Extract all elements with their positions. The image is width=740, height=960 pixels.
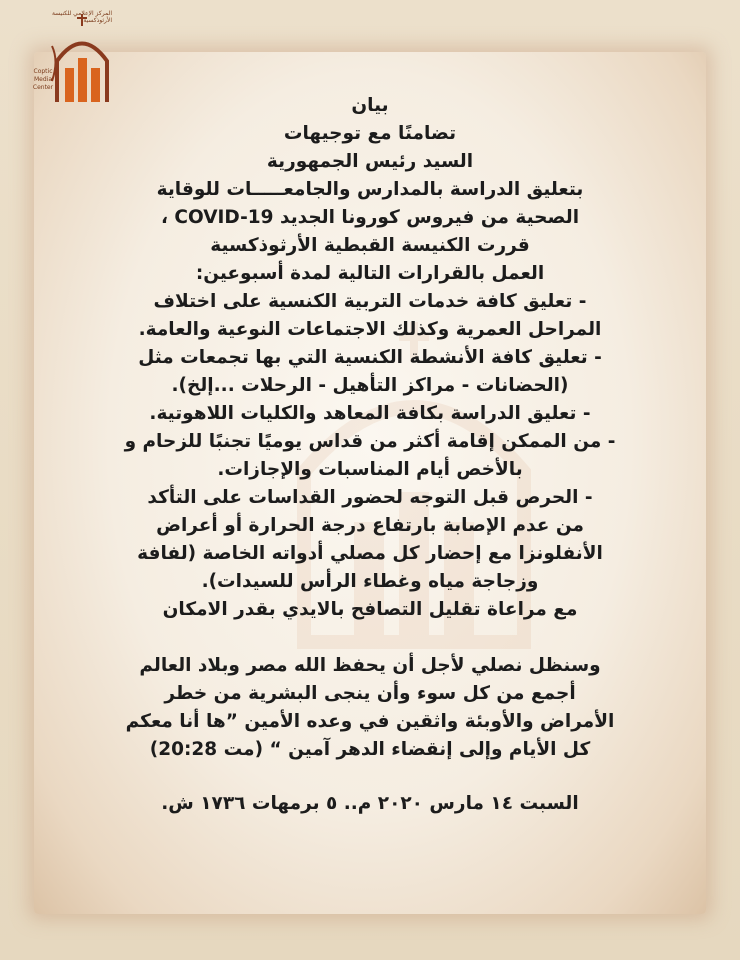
- logo-caption-line: Center: [32, 84, 54, 91]
- decision-line: من عدم الإصابة بارتفاع درجة الحرارة أو أعراض: [156, 515, 584, 536]
- statement-title: بيان: [351, 95, 389, 116]
- heading-line: بتعليق الدراسة بالمدارس والجامعـــــات للوقاية: [156, 179, 584, 200]
- decision-line: بالأخص أيام المناسبات والإجازات.: [217, 459, 523, 480]
- prayer-line: كل الأيام وإلى إنقضاء الدهر آمين “ (مت 20:28): [149, 739, 591, 760]
- spacer: [70, 764, 670, 790]
- decision-line: - تعليق كافة خدمات التربية الكنسية على اختلاف: [153, 291, 587, 312]
- heading-line: قررت الكنيسة القبطية الأرثوذكسية: [210, 235, 530, 256]
- coptic-media-center-logo: [12, 6, 112, 106]
- logo-caption-line: Media: [33, 76, 53, 83]
- decision-line: - من الممكن إقامة أكثر من قداس يوميًا تجنبًا للزحام و: [124, 431, 616, 452]
- logo-caption: [26, 68, 60, 92]
- prayer-line: الأمراض والأوبئة واثقين في وعده الأمين ”ها أنا معكم: [125, 711, 615, 732]
- decision-line: وزجاجة مياه وغطاء الرأس للسيدات).: [201, 571, 539, 592]
- decision-line: الأنفلونزا مع إحضار كل مصلي أدواته الخاصة (لفافة: [137, 543, 603, 564]
- decision-line: (الحضانات - مراكز التأهيل - الرحلات ...إلخ).: [171, 375, 569, 396]
- heading-line: تضامنًا مع توجيهات: [283, 123, 457, 144]
- prayer-line: أجمع من كل سوء وأن ينجى البشرية من خطر: [164, 683, 576, 704]
- decision-line: - تعليق الدراسة بكافة المعاهد والكليات اللاهوتية.: [149, 403, 591, 424]
- heading-line: العمل بالقرارات التالية لمدة أسبوعين:: [195, 263, 545, 284]
- decision-line: - الحرص قبل التوجه لحضور القداسات على التأكد: [147, 487, 593, 508]
- heading-line: السيد رئيس الجمهورية: [266, 151, 474, 172]
- decision-line: - تعليق كافة الأنشطة الكنسية التي بها تجمعات مثل: [138, 347, 602, 368]
- statement-text: [70, 92, 670, 818]
- date-line: السبت ١٤ مارس ٢٠٢٠ م.. ٥ برمهات ١٧٣٦ ش.: [161, 793, 579, 814]
- logo-caption-line: Coptic: [33, 68, 53, 75]
- decision-line: مع مراعاة تقليل التصافح بالايدي بقدر الامكان: [162, 599, 578, 620]
- logo-arabic-text: المركز الإعلامي للكنيسة الأرثوذكسية: [51, 10, 112, 24]
- heading-line: الصحية من فيروس كورونا الجديد COVID-19 ،: [160, 207, 580, 228]
- decision-line: المراحل العمرية وكذلك الاجتماعات النوعية والعامة.: [138, 319, 602, 340]
- prayer-line: وسنظل نصلي لأجل أن يحفظ الله مصر وبلاد العالم: [139, 655, 601, 676]
- spacer: [70, 624, 670, 652]
